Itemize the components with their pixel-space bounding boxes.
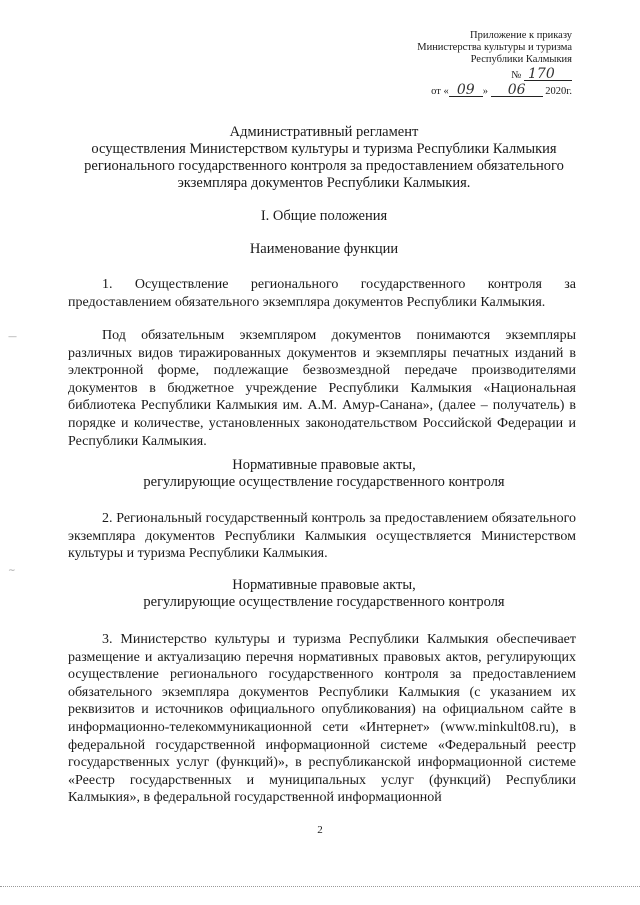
appendix-block [372, 30, 572, 98]
page-number: 2 [317, 824, 323, 836]
section-heading: I. Общие положения [260, 208, 388, 224]
paragraph-1-definition: Под обязательным экземпляром документов понимаются экземпляры различных видов тиражированных документов и экземпляры печатных изданий в электронной форме, подлежащие безвозмездной передаче производителями документов в бюджетное учреждение Республики Калмыкия «Национальная библиотека Республики Калмыкия им. А.М. Амур-Санана», (далее – получатель) в порядке и количестве, установленных законодательством Российской Федерации и Республики Калмыкия. [68, 328, 576, 449]
date-mid: » [482, 86, 488, 97]
appendix-line-2: Министерства культуры и туризма [417, 42, 572, 53]
order-date-line [372, 84, 572, 98]
number-prefix: № [511, 70, 522, 81]
scan-margin-mark: ~ [8, 566, 16, 576]
handwritten-date-month: 06 [491, 84, 543, 97]
title-line-3: регионального государственного контроля за предоставлением обязательного [84, 158, 564, 174]
title-line-1: Административный регламент [229, 124, 419, 140]
legal-acts-heading-1-line-2: регулирующие осуществление государственного контроля [143, 474, 505, 490]
order-number-line [372, 68, 572, 82]
scan-margin-mark: — [8, 332, 17, 342]
date-year: 2020г. [545, 86, 572, 97]
scan-bottom-edge [0, 885, 640, 887]
appendix-line-1: Приложение к приказу [470, 30, 572, 41]
appendix-line-3: Республики Калмыкия [470, 54, 572, 65]
paragraph-1: 1. Осуществление регионального государственного контроля за предоставлением обязательного экземпляра документов Республики Калмыкия. [68, 277, 576, 310]
handwritten-date-day: 09 [449, 84, 483, 97]
paragraph-3: 3. Министерство культуры и туризма Республики Калмыкия обеспечивает размещение и актуализацию перечня нормативных правовых актов, регулирующих осуществление регионального государственного контроля за предоставлением обязательного экземпляра документов Республики Калмыкия (с указанием их реквизитов и источников официального опубликования) на официальном сайте в информационно-телекоммуникационной сети «Интернет» (www.minkult08.ru), в федеральной государственной информационной системе «Федеральный реестр государственных услуг (функций)», в республиканской информационной системе «Реестр государственных и муниципальных услуг (функций) Республики Калмыкия», в федеральной государственной информационной [68, 632, 576, 806]
legal-acts-heading-2-line-2: регулирующие осуществление государственного контроля [143, 594, 505, 610]
document-title [60, 124, 588, 192]
handwritten-order-number: 170 [524, 68, 572, 81]
title-line-4: экземпляра документов Республики Калмыкия. [177, 175, 471, 191]
legal-acts-heading-2 [60, 577, 588, 611]
title-line-2: осуществления Министерством культуры и туризма Республики Калмыкия [91, 141, 557, 157]
date-prefix: от « [431, 86, 449, 97]
paragraph-2: 2. Региональный государственный контроль за предоставлением обязательного экземпляра документов Республики Калмыкия осуществляется Министерством культуры и туризма Республики Калмыкия. [68, 511, 576, 562]
function-name-heading: Наименование функции [249, 241, 399, 257]
legal-acts-heading-2-line-1: Нормативные правовые акты, [232, 577, 416, 593]
legal-acts-heading-1 [60, 457, 588, 491]
legal-acts-heading-1-line-1: Нормативные правовые акты, [232, 457, 416, 473]
